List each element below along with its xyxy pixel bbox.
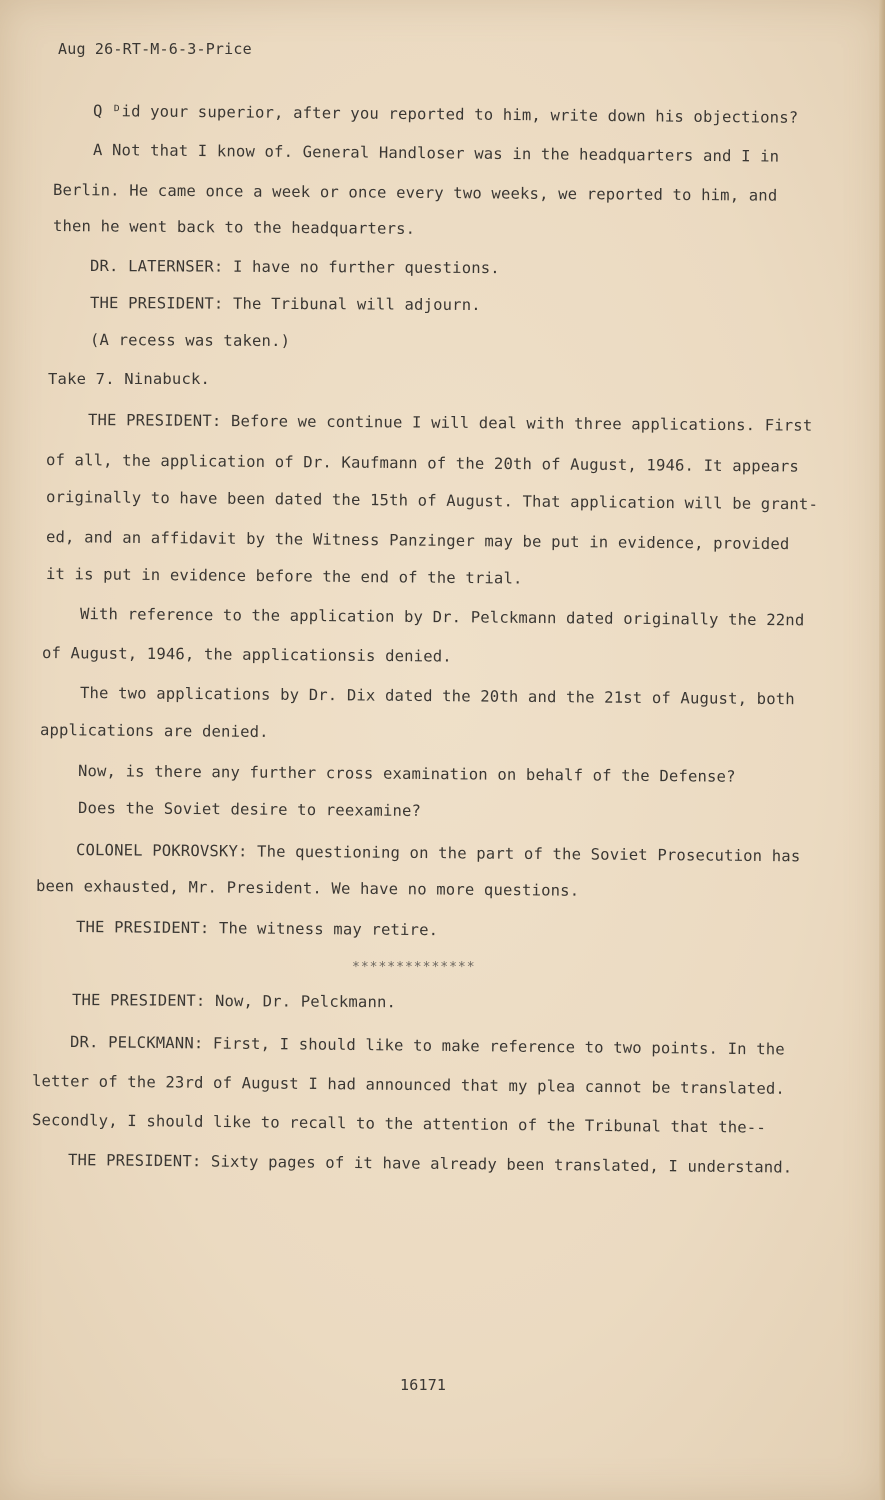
transcript-line: DR. PELCKMANN: First, I should like to make reference to two points. In the xyxy=(69,1033,785,1059)
transcript-line: letter of the 23rd of August I had announced that my plea cannot be translated. xyxy=(31,1072,786,1098)
transcript-line: applications are denied. xyxy=(39,721,269,741)
transcript-line: Take 7. Ninabuck. xyxy=(48,370,211,388)
transcript-line: THE PRESIDENT: The witness may retire. xyxy=(75,918,439,940)
page-number: 16171 xyxy=(400,1376,447,1394)
page-edge xyxy=(879,0,885,1500)
transcript-line: THE PRESIDENT: Sixty pages of it have already been translated, I understand. xyxy=(67,1151,793,1177)
transcript-line: originally to have been dated the 15th of August. That application will be grant- xyxy=(45,488,819,514)
transcript-line: Q ᴰid your superior, after you reported to him, write down his objections? xyxy=(92,102,799,127)
transcript-line: With reference to the application by Dr. Pelckmann dated originally the 22nd xyxy=(79,605,805,630)
transcript-line: ed, and an affidavit by the Witness Panzinger may be put in evidence, provided xyxy=(45,528,790,554)
document-header: Aug 26-RT-M-6-3-Price xyxy=(58,40,252,58)
transcript-line: of all, the application of Dr. Kaufmann of the 20th of August, 1946. It appears xyxy=(45,451,800,476)
transcript-line: Now, is there any further cross examination on behalf of the Defense? xyxy=(77,762,736,786)
transcript-line: then he went back to the headquarters. xyxy=(52,217,416,238)
transcript-line: been exhausted, Mr. President. We have no more questions. xyxy=(35,877,580,900)
transcript-line: Secondly, I should like to recall to the attention of the Tribunal that the-- xyxy=(31,1111,767,1137)
transcript-line: A Not that I know of. General Handloser was in the headquarters and I in xyxy=(92,141,780,166)
transcript-line: THE PRESIDENT: Before we continue I will deal with three applications. First xyxy=(87,411,813,435)
transcript-line: Berlin. He came once a week or once every two weeks, we reported to him, and xyxy=(52,181,778,205)
transcript-line: THE PRESIDENT: The Tribunal will adjourn. xyxy=(89,294,481,315)
transcript-line: COLONEL POKROVSKY: The questioning on the part of the Soviet Prosecution has xyxy=(75,841,801,866)
transcript-line: THE PRESIDENT: Now, Dr. Pelckmann. xyxy=(71,991,397,1012)
section-separator: ************** xyxy=(352,960,476,975)
transcript-line: (A recess was taken.) xyxy=(89,331,291,351)
transcript-line: it is put in evidence before the end of the trial. xyxy=(45,565,523,588)
transcript-line: Does the Soviet desire to reexamine? xyxy=(77,799,422,820)
transcript-line: The two applications by Dr. Dix dated the 20th and the 21st of August, both xyxy=(79,684,795,709)
transcript-line: DR. LATERNSER: I have no further questions. xyxy=(89,257,500,278)
transcript-line: of August, 1946, the applicationsis denied. xyxy=(41,644,452,666)
